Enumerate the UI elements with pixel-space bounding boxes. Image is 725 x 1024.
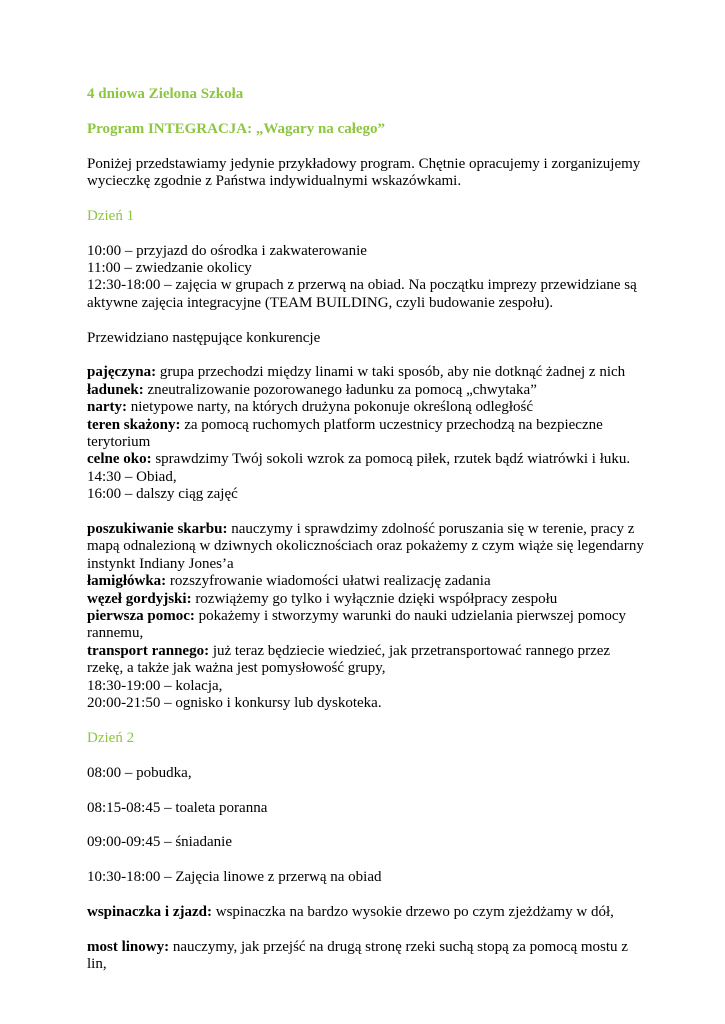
competition-name: pierwsza pomoc:	[87, 608, 195, 625]
intro-paragraph: Poniżej przedstawiamy jedynie przykładowy program. Chętnie opracujemy i zorganizujemy wycieczkę zgodnie z Państwa indywidualnymi wskazówkami.	[87, 155, 641, 189]
competition-name: celne oko:	[87, 451, 152, 468]
competition-text: zneutralizowanie pozorowanego ładunku za pomocą „chwytaka”	[143, 381, 537, 398]
competition-name: teren skażony:	[87, 416, 181, 433]
competition-name: węzeł gordyjski:	[87, 590, 192, 607]
document-page	[87, 86, 647, 991]
competition-name: poszukiwanie skarbu:	[87, 521, 228, 538]
competition-text: rozszyfrowanie wiadomości ułatwi realizację zadania	[166, 573, 491, 590]
competition-item	[87, 399, 647, 416]
schedule-line: 09:00-09:45 – śniadanie	[87, 834, 232, 851]
schedule-line: 10:00 – przyjazd do ośrodka i zakwaterowanie	[87, 242, 367, 259]
activity-text: wspinaczka na bardzo wysokie drzewo po czym zjeżdżamy w dół,	[212, 903, 614, 920]
competition-item	[87, 521, 647, 573]
competitions-list-2	[87, 521, 647, 712]
competition-name: łamigłówka:	[87, 573, 167, 590]
schedule-line: 16:00 – dalszy ciąg zajęć	[87, 486, 238, 503]
document-title: 4 dniowa Zielona Szkoła	[87, 86, 244, 102]
competition-text: za pomocą ruchomych platform uczestnicy przechodzą na bezpieczne terytorium	[87, 416, 603, 451]
competition-name: narty:	[87, 399, 127, 416]
competitions-intro: Przewidziano następujące konkurencje	[87, 329, 321, 346]
activity-item	[87, 939, 647, 974]
competition-text: rozwiążemy go tylko i wyłącznie dzięki współpracy zespołu	[191, 590, 558, 607]
schedule-line: 08:15-08:45 – toaleta poranna	[87, 799, 268, 816]
schedule-line: 14:30 – Obiad,	[87, 468, 177, 485]
competition-text: nietypowe narty, na których drużyna pokonuje określoną odległość	[127, 399, 533, 416]
schedule-line: 12:30-18:00 – zajęcia w grupach z przerwą na obiad. Na początku imprezy przewidziane są aktywne zajęcia integracyjne (TEAM BUILDING, czyli budowanie zespołu).	[87, 277, 637, 311]
day-1-heading: Dzień 1	[87, 207, 135, 224]
competition-text: pokażemy i stworzymy warunki do nauki udzielania pierwszej pomocy rannemu,	[87, 608, 627, 642]
competition-item	[87, 573, 647, 590]
competition-text: sprawdzimy Twój sokoli wzrok za pomocą piłek, rzutek bądź wiatrówki i łuku.	[151, 451, 631, 468]
schedule-line: 10:30-18:00 – Zajęcia linowe z przerwą na obiad	[87, 869, 382, 886]
competition-item	[87, 364, 647, 381]
competition-item	[87, 451, 647, 468]
competition-text: nauczymy i sprawdzimy zdolność poruszania się w terenie, pracy z mapą odnalezioną w dziwnych okolicznościach oraz pokażemy z czym wiąże się legendarny instynkt Indiany Jones’a	[87, 521, 644, 572]
program-title: Program INTEGRACJA: „Wagary na całego”	[87, 120, 386, 137]
competition-item	[87, 417, 647, 452]
day-1-schedule	[87, 243, 647, 313]
competition-item	[87, 643, 647, 678]
competition-item	[87, 608, 647, 643]
schedule-line: 11:00 – zwiedzanie okolicy	[87, 260, 252, 276]
competition-item	[87, 382, 647, 399]
competition-item	[87, 591, 647, 608]
competition-name: transport rannego:	[87, 642, 210, 659]
day-2-heading: Dzień 2	[87, 729, 135, 746]
competition-name: pajęczyna:	[87, 364, 157, 381]
schedule-line: 08:00 – pobudka,	[87, 764, 192, 781]
schedule-line: 20:00-21:50 – ognisko i konkursy lub dyskoteka.	[87, 695, 382, 712]
schedule-line: 18:30-19:00 – kolacja,	[87, 677, 223, 694]
activity-name: wspinaczka i zjazd:	[87, 903, 212, 920]
competition-name: ładunek:	[87, 381, 144, 398]
activity-text: nauczymy, jak przejść na drugą stronę rzeki suchą stopą za pomocą mostu z lin,	[87, 938, 628, 973]
competition-text: grupa przechodzi między linami w taki sposób, aby nie dotknąć żadnej z nich	[156, 364, 626, 381]
competition-text: już teraz będziecie wiedzieć, jak przetransportować rannego przez rzekę, a także jak ważna jest pomysłowość grupy,	[87, 642, 611, 677]
activity-name: most linowy:	[87, 938, 170, 955]
activity-item	[87, 904, 647, 921]
competitions-list-1	[87, 364, 647, 503]
